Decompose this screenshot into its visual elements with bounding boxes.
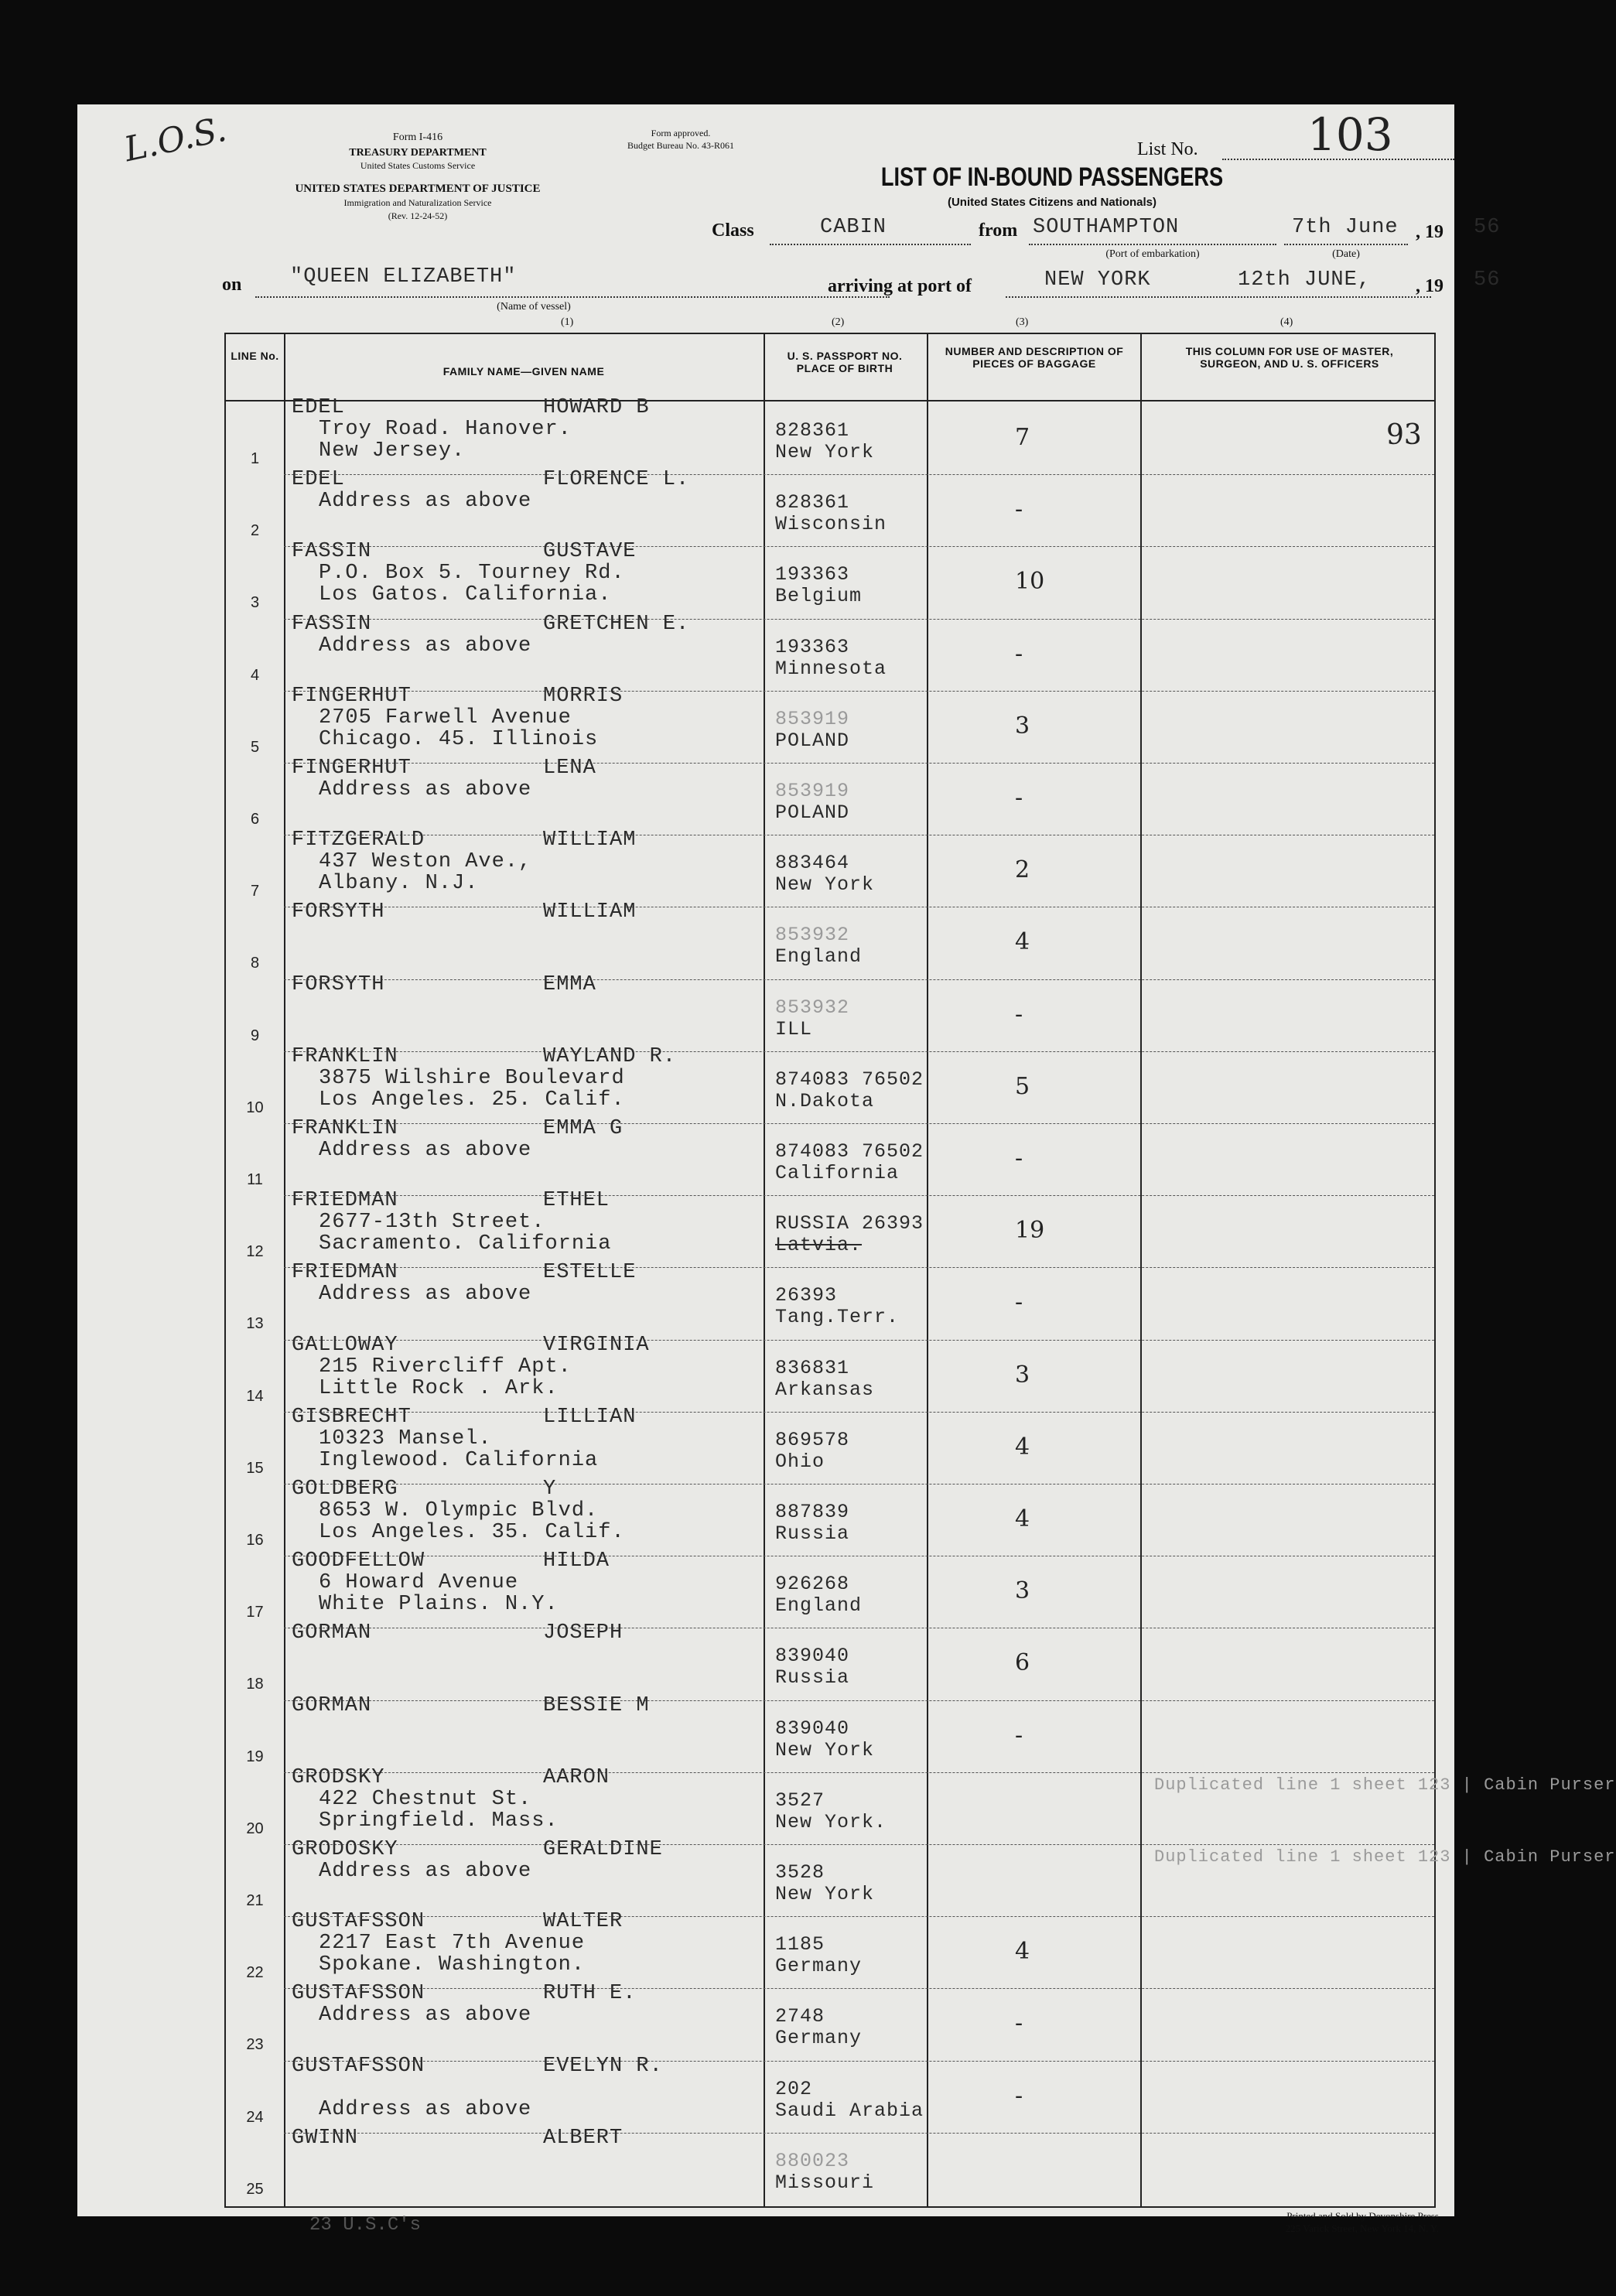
address-line-2: Los Gatos. California. [319,583,612,607]
given-name: WILLIAM [543,829,637,852]
place-of-birth: England [775,1594,863,1618]
dept-treasury-sub: United States Customs Service [360,160,476,171]
line-number: 17 [246,1604,264,1621]
place-of-birth: Russia [775,1666,850,1690]
col-num-1: (1) [561,316,574,328]
officer-note: 93 [1386,419,1422,451]
given-name: HILDA [543,1549,610,1573]
line-number: 18 [246,1676,264,1693]
given-name: ETHEL [543,1189,610,1213]
place-of-birth: N.Dakota [775,1089,875,1112]
line-number: 1 [250,450,260,467]
family-name: GOODFELLOW [292,1549,425,1573]
family-name: EDEL [292,468,345,492]
family-name: GUSTAFSSON [292,1910,425,1934]
page-subtitle: (United States Citizens and Nationals) [947,196,1157,209]
place-of-birth: Ohio [775,1450,825,1473]
baggage-count: 4 [1015,1938,1030,1966]
line-number: 10 [246,1098,264,1116]
place-of-birth: POLAND [775,801,850,824]
baggage-count: 2 [1015,856,1030,884]
embarkation-port: SOUTHAMPTON [1033,216,1180,239]
place-of-birth: Germany [775,1955,863,1978]
printer-line-1: Printed and Sold by Devonshire Press [1286,2210,1439,2222]
departure-year: 56 [1474,216,1501,239]
family-name: GISBRECHT [292,1405,412,1429]
passport-number: 3528 [775,1861,825,1884]
baggage-count: 4 [1015,1505,1030,1532]
place-of-birth: New York. [775,1810,887,1833]
family-name: FORSYTH [292,972,385,996]
line-number: 3 [250,594,260,612]
passport-number: 926268 [775,1573,850,1596]
line-number: 19 [246,1748,264,1765]
address-line-1: 8653 W. Olympic Blvd. [319,1499,599,1522]
baggage-count: - [1015,784,1023,811]
address-line-1: Troy Road. Hanover. [319,418,572,441]
header-line-no: LINE No. [231,350,279,362]
family-name: FRIEDMAN [292,1189,398,1213]
family-name: FINGERHUT [292,684,412,708]
place-of-birth: POLAND [775,729,850,752]
baggage-count: - [1015,1289,1023,1317]
given-name: WAYLAND R. [543,1044,677,1068]
address-line-1: 437 Weston Ave., [319,850,532,874]
given-name: JOSEPH [543,1621,624,1645]
given-name: ALBERT [543,2126,624,2150]
baggage-count: 6 [1015,1649,1030,1677]
passport-number: 193363 [775,563,850,586]
baggage-count: - [1015,640,1023,668]
passport-number: 887839 [775,1501,850,1523]
address-line-2: Chicago. 45. Illinois [319,727,599,751]
passport-number: 202 [775,2077,813,2100]
address-line-1: 422 Chestnut St. [319,1787,532,1811]
passport-number: 874083 76502 [775,1068,924,1091]
col-num-4: (4) [1280,316,1293,328]
address-line-1: 2705 Farwell Avenue [319,706,572,729]
family-name: GALLOWAY [292,1333,398,1357]
address-line-1: Address as above [319,778,532,801]
address-line-1: 2677-13th Street. [319,1211,545,1235]
address-line-1: Address as above [319,490,532,514]
family-name: GRODSKY [292,1765,385,1789]
address-line-2: Los Angeles. 25. Calif. [319,1088,625,1112]
address-line-2: White Plains. N.Y. [319,1593,559,1617]
line-number: 22 [246,1964,264,1982]
arrival-year: 56 [1474,268,1501,292]
given-name: MORRIS [543,684,624,708]
date-caption: (Date) [1332,248,1360,260]
line-number: 7 [250,883,260,900]
arriving-label: arriving at port of [828,276,972,296]
family-name: EDEL [292,396,345,419]
list-label: List No. [1137,139,1198,159]
class-value: CABIN [820,216,887,239]
baggage-count: 3 [1015,1577,1030,1605]
family-name: FRANKLIN [292,1044,398,1068]
arrival-port: NEW YORK [1044,268,1151,292]
dept-treasury: TREASURY DEPARTMENT [349,147,487,159]
address-line-1: 6 Howard Avenue [319,1571,519,1595]
line-number: 8 [250,955,260,972]
address-line-2: Spokane. Washington. [319,1953,586,1977]
passenger-table [224,333,1616,2208]
baggage-count: - [1015,1000,1023,1028]
place-of-birth: Germany [775,2027,863,2050]
address-line-1: 215 Rivercliff Apt. [319,1355,572,1379]
place-of-birth: Missouri [775,2171,875,2194]
line-number: 21 [246,1892,264,1909]
given-name: FLORENCE L. [543,468,690,492]
from-label: from [979,220,1018,241]
embarkation-caption: (Port of embarkation) [1105,248,1200,260]
baggage-count: 4 [1015,928,1030,956]
baggage-count: 3 [1015,1361,1030,1389]
family-name: GORMAN [292,1693,372,1717]
family-name: GRODOSKY [292,1838,398,1861]
line-number: 23 [246,2036,264,2054]
line-number: 12 [246,1243,264,1261]
on-label: on [222,275,242,295]
margin-note: L.O.S. [121,109,231,170]
address-line-2: Little Rock . Ark. [319,1376,559,1400]
address-line-2: Address as above [319,2097,532,2121]
address-line-1: 3875 Wilshire Boulevard [319,1066,625,1090]
baggage-count: 7 [1015,424,1030,451]
place-of-birth: New York [775,1738,875,1761]
form-number: Form I-416 [392,132,443,143]
list-number: 103 [1307,108,1393,161]
footer-note: 23 U.S.C's [309,2215,422,2236]
place-of-birth: New York [775,1883,875,1905]
address-line-1: Address as above [319,1860,532,1883]
given-name: HOWARD B [543,396,650,419]
vessel-name: "QUEEN ELIZABETH" [290,265,517,289]
address-line-2: Albany. N.J. [319,872,479,896]
address-line-1: P.O. Box 5. Tourney Rd. [319,562,625,586]
header-baggage: NUMBER AND DESCRIPTION OF PIECES OF BAGGAGE [945,345,1124,370]
address-line-2: Inglewood. California [319,1448,599,1472]
given-name: AARON [543,1765,610,1789]
passport-number: 193363 [775,635,850,658]
place-of-birth: New York [775,873,875,897]
given-name: GUSTAVE [543,540,637,564]
passport-number: 836831 [775,1356,850,1379]
family-name: GOLDBERG [292,1478,398,1501]
col-num-3: (3) [1016,316,1029,328]
place-of-birth: Minnesota [775,657,887,680]
given-name: LILLIAN [543,1405,637,1429]
address-line-1: Address as above [319,1139,532,1162]
place-of-birth: Wisconsin [775,513,887,536]
passport-number: 853919 [775,707,850,730]
baggage-count: - [1015,1145,1023,1172]
given-name: GERALDINE [543,1838,663,1861]
given-name: WILLIAM [543,900,637,924]
family-name: GWINN [292,2126,359,2150]
family-name: FORSYTH [292,900,385,924]
baggage-count: - [1015,1721,1023,1749]
family-name: GUSTAFSSON [292,1982,425,2006]
family-name: FITZGERALD [292,829,425,852]
given-name: LENA [543,757,596,780]
baggage-count: 10 [1015,568,1045,596]
place-of-birth: Arkansas [775,1378,875,1401]
given-name: Y [543,1478,557,1501]
given-name: GRETCHEN E. [543,612,690,636]
passport-number: RUSSIA 26393 [775,1212,924,1235]
header-passport: U. S. PASSPORT NO. PLACE OF BIRTH [787,350,903,374]
address-line-2: Los Angeles. 35. Calif. [319,1521,625,1544]
given-name: EMMA G [543,1117,624,1140]
line-number: 16 [246,1532,264,1549]
family-name: FINGERHUT [292,757,412,780]
line-number: 9 [250,1027,260,1044]
printer-line-2: 225 Varick Street, New York 14, N. Y. [1285,2223,1439,2234]
address-line-1: 2217 East 7th Avenue [319,1932,586,1956]
place-of-birth: Tang.Terr. [775,1306,900,1329]
given-name: ESTELLE [543,1261,637,1285]
dept-justice: UNITED STATES DEPARTMENT OF JUSTICE [295,183,541,195]
departure-date: 7th June [1292,216,1399,239]
family-name: FASSIN [292,612,372,636]
family-name: FRANKLIN [292,1117,398,1140]
passport-number: 869578 [775,1428,850,1451]
arrival-date: 12th JUNE, [1238,268,1372,292]
place-of-birth: Saudi Arabia [775,2099,924,2122]
passport-number: 839040 [775,1717,850,1740]
family-name: GORMAN [292,1621,372,1645]
given-name: BESSIE M [543,1693,650,1717]
vessel-caption: (Name of vessel) [497,301,571,313]
page-title: LIST OF IN-BOUND PASSENGERS [880,162,1224,192]
baggage-count: 4 [1015,1433,1030,1461]
line-number: 25 [246,2180,264,2198]
address-line-1: Address as above [319,2004,532,2028]
line-number: 20 [246,1819,264,1837]
baggage-count: - [1015,2082,1023,2110]
manifest-sheet: Form I-416 TREASURY DEPARTMENT United States Customs Service UNITED STATES DEPARTMENT OF JUSTICE Immigration and Naturalization Service (Rev. 12-24-52) Form approved. Budget Bureau No. 43-R061 L.O.S. List No. 103 LIST OF IN-BOUND PASSENGERS (United States Citizens and Nationals) Class CABIN from SOUTHAMPTON (Port of embarkation) 7th June (Date) , 19 56 on "QUEEN ELIZABETH" (Name of vessel) arriving at port of NEW YORK 12th JUNE, , 19 56 (1) (2) (3) (4) 23 U.S.C's Printed and Sold by Devonshire Press 225 Varick Street, New York 14, N. Y. [77,104,1454,2216]
passport-number: 883464 [775,852,850,875]
place-of-birth: England [775,945,863,969]
passport-number: 853932 [775,924,850,947]
given-name: EVELYN R. [543,2054,663,2078]
class-label: Class [712,220,754,241]
passport-number: 839040 [775,1645,850,1668]
year-prefix-2: 19 [1425,276,1443,296]
address-line-2: Springfield. Mass. [319,1809,559,1833]
line-number: 11 [247,1171,263,1188]
dept-justice-sub: Immigration and Naturalization Service [343,197,492,208]
passport-number: 828361 [775,419,850,442]
line-number: 2 [250,522,260,540]
officer-note: Duplicated line 1 sheet 123 | Cabin Purser [1154,1775,1616,1795]
line-number: 5 [250,738,260,756]
given-name: VIRGINIA [543,1333,650,1357]
family-name: FASSIN [292,540,372,564]
family-name: GUSTAFSSON [292,2054,425,2078]
line-number: 4 [250,666,260,684]
officer-note: Duplicated line 1 sheet 123 | Cabin Purser [1154,1847,1616,1867]
year-prefix: 19 [1425,222,1443,242]
passport-number: 874083 76502 [775,1140,924,1163]
line-number: 13 [246,1315,264,1333]
baggage-count: 5 [1015,1072,1030,1100]
address-line-1: Address as above [319,634,532,658]
place-of-birth: Latvia. [775,1234,863,1257]
baggage-count: - [1015,2010,1023,2038]
place-of-birth: Belgium [775,585,863,608]
given-name: EMMA [543,972,596,996]
baggage-count: 3 [1015,712,1030,740]
place-of-birth: California [775,1162,900,1184]
line-number: 15 [246,1459,264,1477]
passport-number: 828361 [775,491,850,514]
col-num-2: (2) [832,316,845,328]
header-name: FAMILY NAME—GIVEN NAME [442,365,605,378]
passport-number: 1185 [775,1933,825,1956]
given-name: RUTH E. [543,1982,637,2006]
family-name: FRIEDMAN [292,1261,398,1285]
address-line-2: Sacramento. California [319,1232,612,1256]
given-name: WALTER [543,1910,624,1934]
line-number: 24 [246,2108,264,2126]
form-approved: Form approved. [651,128,711,138]
address-line-2: New Jersey. [319,439,466,463]
place-of-birth: ILL [775,1017,813,1040]
baggage-count: 19 [1015,1217,1045,1245]
budget-bureau: Budget Bureau No. 43-R061 [627,140,734,151]
passport-number: 853932 [775,996,850,1019]
passport-number: 26393 [775,1284,838,1307]
passport-number: 853919 [775,780,850,802]
line-number: 14 [246,1387,264,1405]
address-line-1: Address as above [319,1283,532,1307]
passport-number: 2748 [775,2005,825,2028]
address-line-1: 10323 Mansel. [319,1426,492,1450]
baggage-count: - [1015,496,1023,524]
place-of-birth: New York [775,441,875,463]
place-of-birth: Russia [775,1522,850,1545]
line-number: 6 [250,811,260,828]
passport-number: 3527 [775,1789,825,1812]
passport-number: 880023 [775,2149,850,2172]
header-officers: THIS COLUMN FOR USE OF MASTER, SURGEON, AND U. S. OFFICERS [1185,345,1394,370]
revision: (Rev. 12-24-52) [388,210,448,221]
